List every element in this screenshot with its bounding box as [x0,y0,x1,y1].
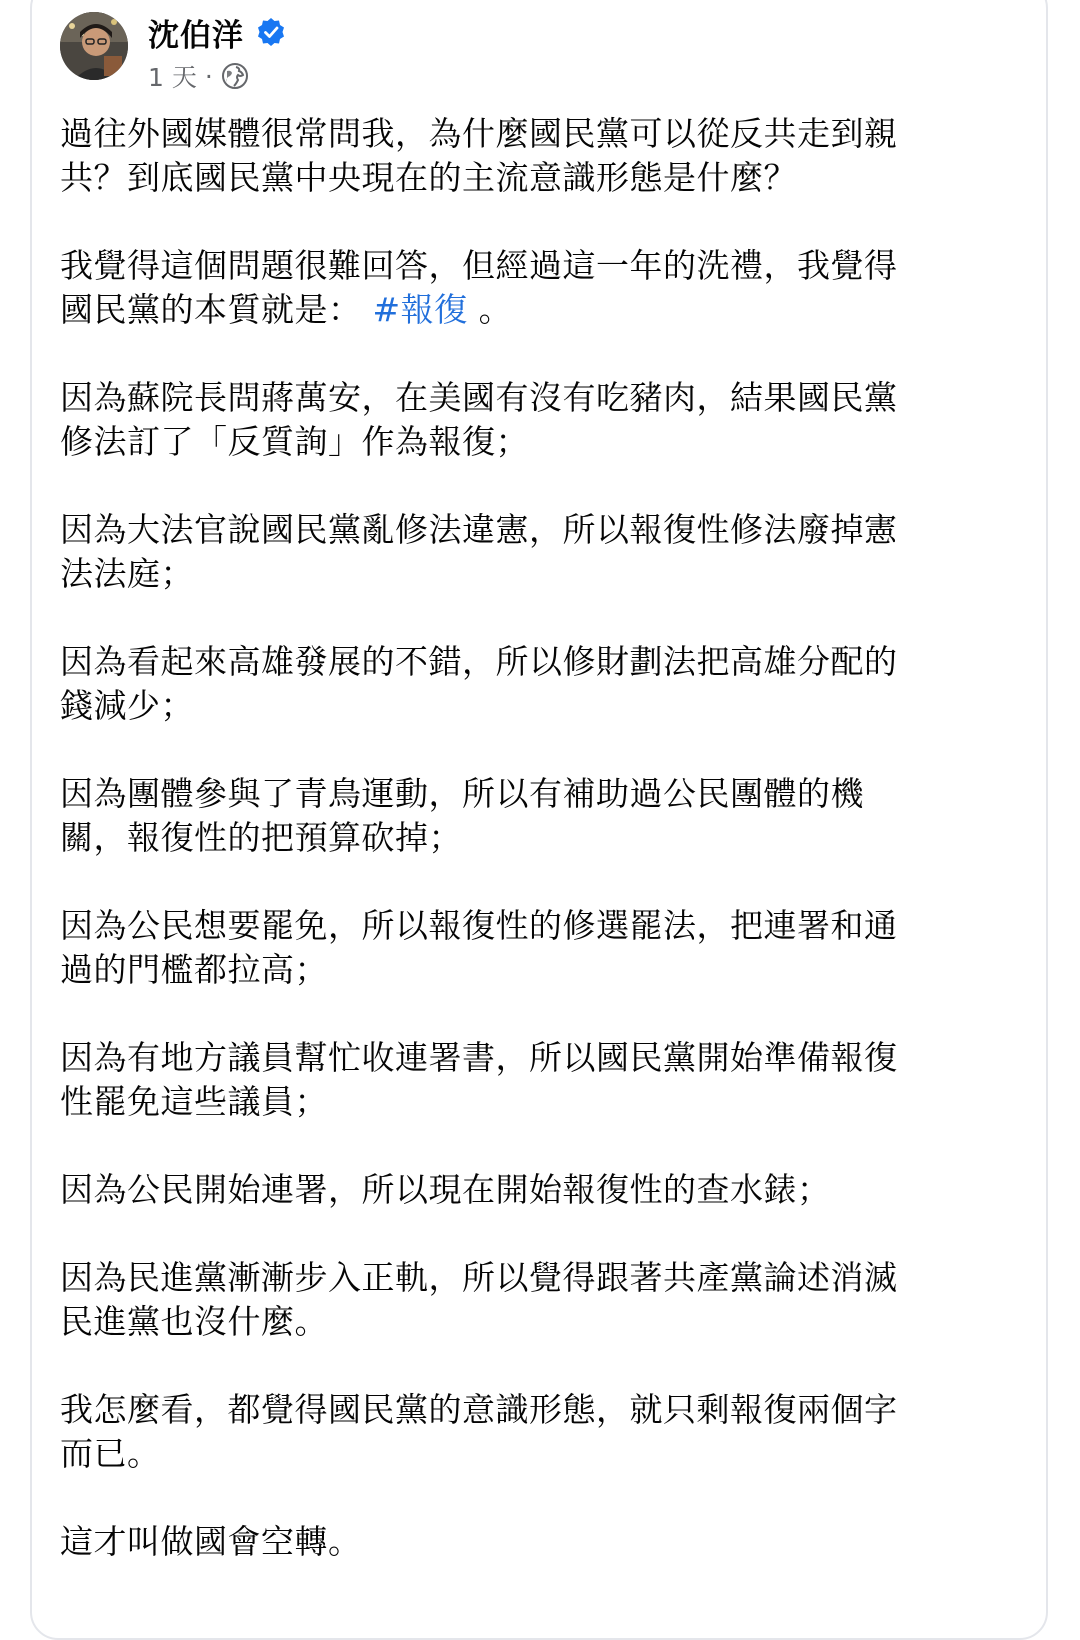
post-paragraph [60,508,980,596]
post-text-line: 共？到底國民黨中央現在的主流意識形態是什麼？ [60,158,797,197]
post-text-line: 因為蘇院長問蔣萬安，在美國有沒有吃豬肉，結果國民黨 [60,378,898,417]
post-paragraph [60,772,980,860]
verified-badge-icon [256,17,286,47]
post-paragraph [60,1168,980,1212]
post-text-line: 因為公民開始連署，所以現在開始報復性的查水錶； [60,1170,831,1209]
post-text-line: 民進黨也沒什麼。 [60,1302,328,1341]
post-text-line: 因為看起來高雄發展的不錯，所以修財劃法把高雄分配的 [60,642,898,681]
post-text-line: 因為團體參與了青鳥運動，所以有補助過公民團體的機 [60,774,864,813]
post-paragraph [60,904,980,992]
post-body [60,112,980,1608]
post-paragraph [60,1388,980,1476]
post-text-segment: 。 [478,290,513,329]
post-timestamp[interactable]: 1 天 [148,63,197,92]
post-text-line: 我怎麼看，都覺得國民黨的意識形態，就只剩報復兩個字 [60,1390,898,1429]
post-text-line: 因為有地方議員幫忙收連署書，所以國民黨開始準備報復 [60,1038,898,1077]
post-paragraph [60,376,980,464]
post-text-line: 我覺得這個問題很難回答，但經過這一年的洗禮，我覺得 [60,246,898,285]
post-text-line: 過的門檻都拉高； [60,950,328,989]
post-text-line: 因為公民想要罷免，所以報復性的修選罷法，把連署和通 [60,906,898,945]
author-name[interactable]: 沈伯洋 [148,17,244,54]
post-paragraph [60,1520,980,1564]
author-row [148,12,286,52]
post-text-line: 錢減少； [60,686,194,725]
post-text-line: 關，報復性的把預算砍掉； [60,818,462,857]
post-text-line: 因為大法官說國民黨亂修法違憲，所以報復性修法廢掉憲 [60,510,898,549]
post-paragraph [60,640,980,728]
post-text-segment: 國民黨的本質就是： [60,290,362,329]
meta-separator: · [204,61,213,91]
post-text-line: 性罷免這些議員； [60,1082,328,1121]
post-subline [148,58,286,94]
post-paragraph [60,1256,980,1344]
avatar-photo [60,12,128,80]
post-text-line: 因為民進黨漸漸步入正軌，所以覺得跟著共產黨論述消滅 [60,1258,898,1297]
post-paragraph [60,112,980,200]
post-text-line: 而已。 [60,1434,161,1473]
post-paragraph [60,1036,980,1124]
hashtag-link[interactable]: #報復 [372,290,468,329]
post-text-line: 這才叫做國會空轉。 [60,1522,362,1561]
globe-icon[interactable] [221,62,249,90]
author-avatar[interactable] [60,12,128,80]
post-meta [148,12,286,94]
post-paragraph [60,244,980,332]
post-header [60,12,286,92]
post-text-line [60,288,980,332]
post-text-line: 修法訂了「反質詢」作為報復； [60,422,529,461]
post-text-line: 法法庭； [60,554,194,593]
post-text-line: 過往外國媒體很常問我，為什麼國民黨可以從反共走到親 [60,114,898,153]
